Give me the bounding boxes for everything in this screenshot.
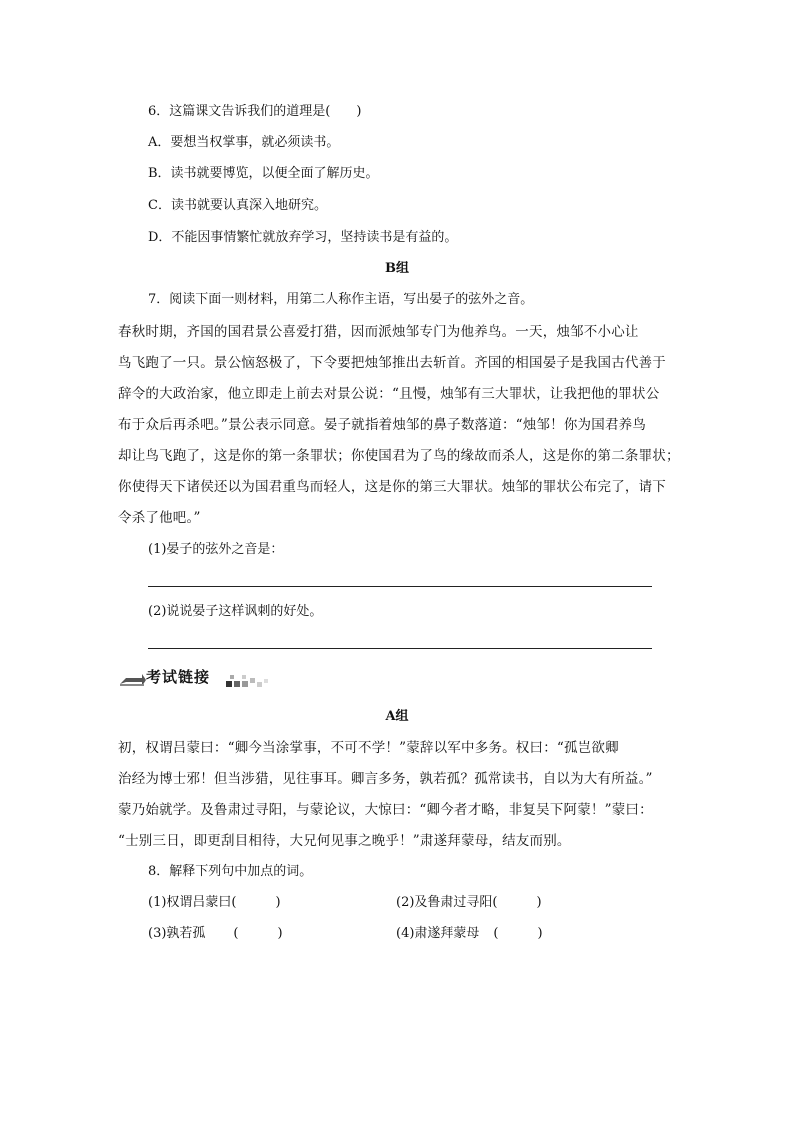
q7-answer-line-2[interactable]: [148, 648, 652, 649]
q6-option-b: B．读书就要博览，以便全面了解历史。: [148, 166, 379, 181]
q7-stem: 7．阅读下面一则材料，用第二人称作主语，写出晏子的弦外之音。: [148, 292, 534, 307]
q7-passage-line: 你使得天下诸侯还以为国君重鸟而轻人，这是你的第三大罪状。烛邹的罪状公布完了，请下: [118, 479, 666, 495]
q7-passage-line: 鸟飞跑了一只。景公恼怒极了，下令要把烛邹推出去斩首。齐国的相国晏子是我国古代善于: [118, 355, 666, 371]
banner-label: 考试链接: [146, 668, 211, 686]
q7-passage-line: 布于众后再杀吧。”景公表示同意。晏子就指着烛邹的鼻子数落道：“烛邹！你为国君养鸟: [118, 417, 647, 433]
q8-item-4: [396, 924, 543, 944]
q6-option-d: D．不能因事情繁忙就放弃学习，坚持读书是有益的。: [148, 230, 458, 245]
q7-passage-line: 令杀了他吧。”: [118, 510, 201, 526]
passage2-line: 蒙乃始就学。及鲁肃过寻阳，与蒙论议，大惊曰：“卿今者才略，非复吴下阿蒙！”蒙曰：: [118, 802, 653, 818]
q8-answer-blank[interactable]: ( ): [492, 895, 542, 910]
q6-option-c: C．读书就要认真深入地研究。: [148, 198, 327, 213]
q7-sub2: (2)说说晏子这样讽刺的好处。: [148, 604, 323, 619]
passage2-line: “士别三日，即更刮目相待，大兄何见事之晚乎！”肃遂拜蒙母，结友而别。: [118, 833, 571, 849]
group-b-title: B组: [385, 261, 409, 276]
q8-item-text: (1)权谓吕蒙曰: [148, 895, 232, 910]
exam-link-banner: [118, 666, 268, 690]
passage2-line: 治经为博士邪！但当涉猎，见往事耳。卿言多务，孰若孤？孤常读书，自以为大有所益。”: [118, 771, 653, 787]
q7-passage-line: 春秋时期，齐国的国君景公喜爱打猎，因而派烛邹专门为他养鸟。一天，烛邹不小心让: [118, 324, 639, 340]
q6-option-a: A．要想当权掌事，就必须读书。: [148, 135, 340, 150]
passage2-line: 初，权谓吕蒙曰：“卿今当涂掌事，不可不学！”蒙辞以军中多务。权曰：“孤岂欲卿: [118, 740, 619, 756]
q8-item-text: (3)孰若孤: [148, 926, 206, 941]
q8-answer-blank[interactable]: ( ): [493, 926, 543, 941]
group-a-title: A组: [385, 709, 409, 724]
q7-passage-line: 却让鸟飞跑了，这是你的第一条罪状；你使国君为了鸟的缘故而杀人，这是你的第二条罪状；: [118, 448, 680, 464]
q8-item-text: (4)肃遂拜蒙母: [396, 926, 480, 941]
q8-answer-blank[interactable]: ( ): [231, 895, 281, 910]
q8-item-2: [396, 893, 542, 913]
q8-item-text: (2)及鲁肃过寻阳: [396, 895, 493, 910]
q7-sub1: (1)晏子的弦外之音是：: [148, 542, 284, 557]
q7-passage-line: 辞令的大政治家，他立即走上前去对景公说：“且慢，烛邹有三大罪状，让我把他的罪状公: [118, 386, 660, 402]
q8-stem: 8．解释下列句中加点的词。: [148, 864, 313, 879]
q7-answer-line-1[interactable]: [148, 586, 652, 587]
q8-answer-blank[interactable]: ( ): [233, 926, 283, 941]
q8-item-3: [148, 924, 283, 944]
q8-item-1: [148, 893, 281, 913]
q6-stem: 6．这篇课文告诉我们的道理是( ): [148, 104, 362, 119]
